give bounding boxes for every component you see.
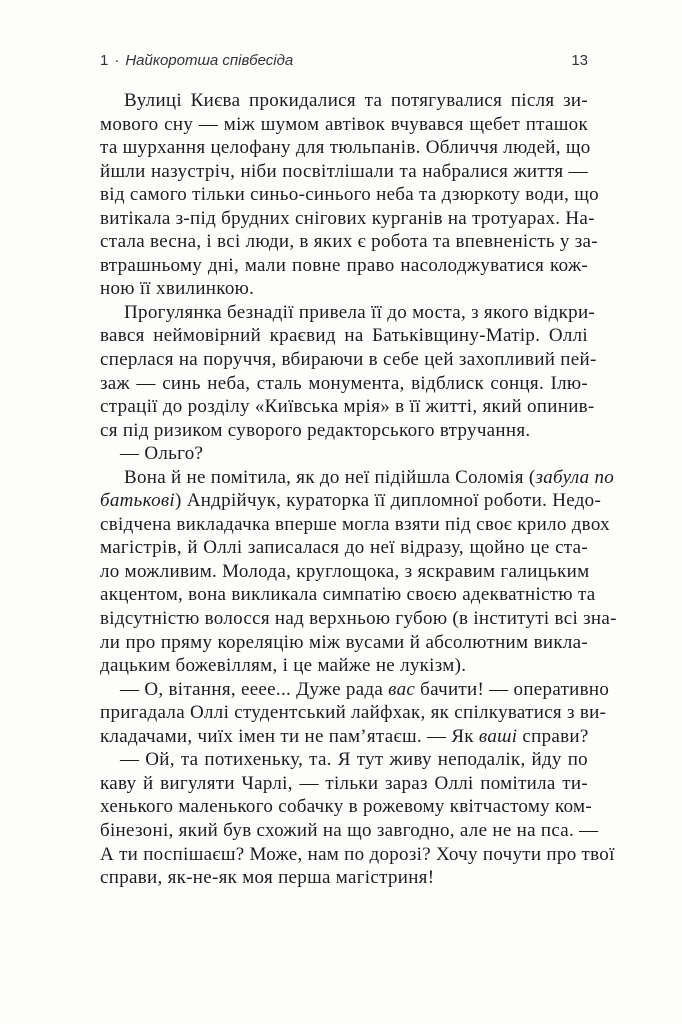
text-line: А ти поспішаєш? Може, нам по дорозі? Хочу почути про твої bbox=[100, 843, 615, 865]
text-line: справи, як-не-як моя перша магістриня! bbox=[100, 867, 435, 889]
chapter-title: Найкоротша співбесіда bbox=[125, 52, 294, 69]
text-line bbox=[100, 489, 602, 513]
text-line: хенького маленького собачку в рожевому квітчастому ком- bbox=[100, 796, 592, 818]
text-run: бачити! — оперативно bbox=[415, 678, 610, 700]
text-line: стала весна, і всі люди, в яких є робота та впевненість у за- bbox=[100, 231, 598, 253]
header-separator: · bbox=[114, 52, 120, 69]
text-line: втрашньому дні, мали повне право насолоджуватися кож- bbox=[100, 254, 588, 276]
dialogue-line: — Ой, та потихеньку, та. Я тут живу неподалік, йду по bbox=[120, 749, 588, 771]
text-line: бінезоні, який був схожий на що завгодно, але не на пса. — bbox=[100, 819, 599, 841]
chapter-heading bbox=[100, 52, 293, 69]
italic-run: ваші bbox=[478, 725, 518, 747]
text-line: пригадала Оллі студентський лайфхак, як спілкуватися з ви- bbox=[100, 702, 607, 724]
text-line: акцентом, вона викликала симпатію своєю адекватністю та bbox=[100, 584, 596, 606]
text-line: йшли назустріч, ніби посвітлішали та набралися життя — bbox=[100, 160, 588, 182]
dialogue-line bbox=[100, 678, 610, 702]
text-line: та шурхання целофану для тюльпанів. Обличчя людей, що bbox=[100, 137, 591, 159]
text-line: від самого тільки синьо-синього неба та дзюркоту води, що bbox=[100, 184, 599, 206]
text-line: страції до розділу «Київська мрія» в її житті, який опинив- bbox=[100, 396, 595, 418]
text-run: справи? bbox=[517, 725, 589, 747]
text-run: Вона й не помітила, як до неї підійшла Соломія ( bbox=[124, 466, 536, 488]
italic-run: вас bbox=[388, 678, 416, 700]
text-line: Вулиці Києва прокидалися та потягувалися після зи- bbox=[124, 90, 588, 111]
text-line: магістрів, й Оллі записалася до неї відразу, щойно це ста- bbox=[100, 537, 588, 559]
text-line: сперлася на поруччя, вбираючи в себе цей захопливий пей- bbox=[100, 349, 597, 371]
text-line: заж — синь неба, сталь монумента, відблиск сонця. Ілю- bbox=[100, 372, 588, 394]
body-text bbox=[100, 89, 617, 890]
italic-run: забула по bbox=[535, 466, 615, 488]
running-header bbox=[100, 52, 588, 74]
text-line: ся під ризиком суворого редакторського втручання. bbox=[100, 419, 531, 441]
page-number: 13 bbox=[571, 52, 588, 69]
text-line: дацьким божевіллям, і це майже не лукізм). bbox=[100, 655, 467, 677]
text-line: мового сну — між шумом автівок вчувався щебет пташок bbox=[100, 113, 588, 135]
text-run: ) Андрійчук, кураторка її дипломної роботи. Недо- bbox=[175, 490, 602, 512]
text-run: — О, вітання, еeee... Дуже рада bbox=[120, 678, 389, 700]
text-line: Прогулянка безнадії привела її до моста, з якого відкри- bbox=[124, 301, 596, 323]
chapter-number: 1 bbox=[100, 52, 109, 69]
text-line: каву й вигуляти Чарлі, — тільки зараз Оллі помітила ти- bbox=[100, 772, 588, 794]
text-line: свідчена викладачка вперше могла взяти під своє крило двох bbox=[100, 513, 610, 535]
text-line: ли про пряму кореляцію між вусами й абсолютним викла- bbox=[100, 631, 588, 653]
dialogue-line: — Ольго? bbox=[120, 443, 204, 465]
text-line: вався неймовірний краєвид на Батьківщину-Матір. Оллі bbox=[100, 325, 588, 347]
text-run: кладачами, чиїх імен ти не пам’ятаєш. — Як bbox=[100, 725, 479, 747]
text-line: ло можливим. Молода, круглощока, з яскравим галицьким bbox=[100, 560, 590, 582]
text-line: відсутністю волосся над верхньою губою (в інституті всі зна- bbox=[100, 608, 617, 630]
text-line: ною її хвилинкою. bbox=[100, 278, 255, 300]
text-line bbox=[100, 725, 588, 749]
italic-run: батькові bbox=[100, 490, 176, 512]
text-line bbox=[100, 466, 615, 490]
text-line: витікала з-під брудних снігових курганів на тротуарах. На- bbox=[100, 207, 595, 229]
